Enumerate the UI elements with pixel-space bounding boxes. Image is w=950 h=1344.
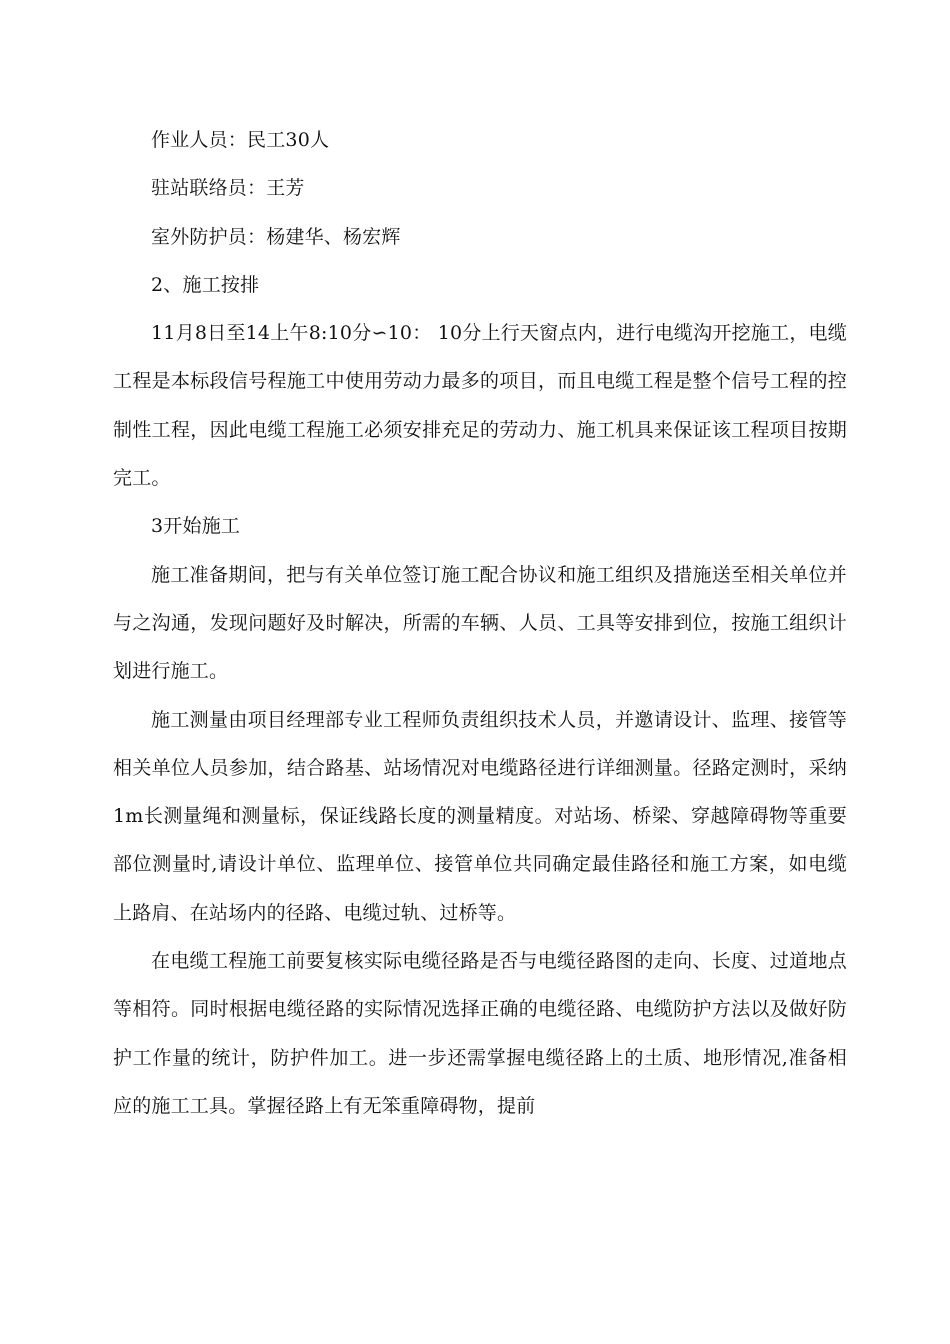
paragraph-outdoor-guards: 室外防护员：杨建华、杨宏辉 <box>151 225 401 248</box>
paragraph-survey: 施工测量由项目经理部专业工程师负责组织技术人员，并邀请设计、监理、接管等相关单位人员参加，结合路基、站场情况对电缆路径进行详细测量。径路定测时，采纳1m长测量绳和测量标，保证线路长度的测量精度。对站场、桥梁、穿越障碍物等重要部位测量时,请设计单位、监理单位、接管单位共同确定最佳路径和施工方案，如电缆上路肩、在站场内的径路、电缆过轨、过桥等。 <box>113 708 847 924</box>
paragraph-route-verification: 在电缆工程施工前要复核实际电缆径路是否与电缆径路图的走向、长度、过道地点等相符。同时根据电缆径路的实际情况选择正确的电缆径路、电缆防护方法以及做好防护工作量的统计，防护件加工。进一步还需掌握电缆径路上的土质、地形情况,准备相应的施工工具。掌握径路上有无笨重障碍物，提前 <box>113 950 847 1117</box>
paragraph-station-liaison: 驻站联络员：王芳 <box>151 177 305 200</box>
document-body <box>113 116 847 1130</box>
paragraph-schedule: 11月8日至14上午8:10分∽10： 10分上行天窗点内，进行电缆沟开挖施工，电缆工程是本标段信号程施工中使用劳动力最多的项目，而且电缆工程是整个信号工程的控制性工程，因此电缆工程施工必须安排充足的劳动力、施工机具来保证该工程项目按期完工。 <box>113 322 847 490</box>
section-heading-start-construction: 3开始施工 <box>151 515 241 538</box>
paragraph-workers: 作业人员：民工30人 <box>151 129 330 151</box>
paragraph-preparation: 施工准备期间，把与有关单位签订施工配合协议和施工组织及措施送至相关单位并与之沟通，发现问题好及时解决，所需的车辆、人员、工具等安排到位，按施工组织计划进行施工。 <box>113 563 847 683</box>
section-heading-construction-arrangement: 2、施工按排 <box>151 273 260 296</box>
